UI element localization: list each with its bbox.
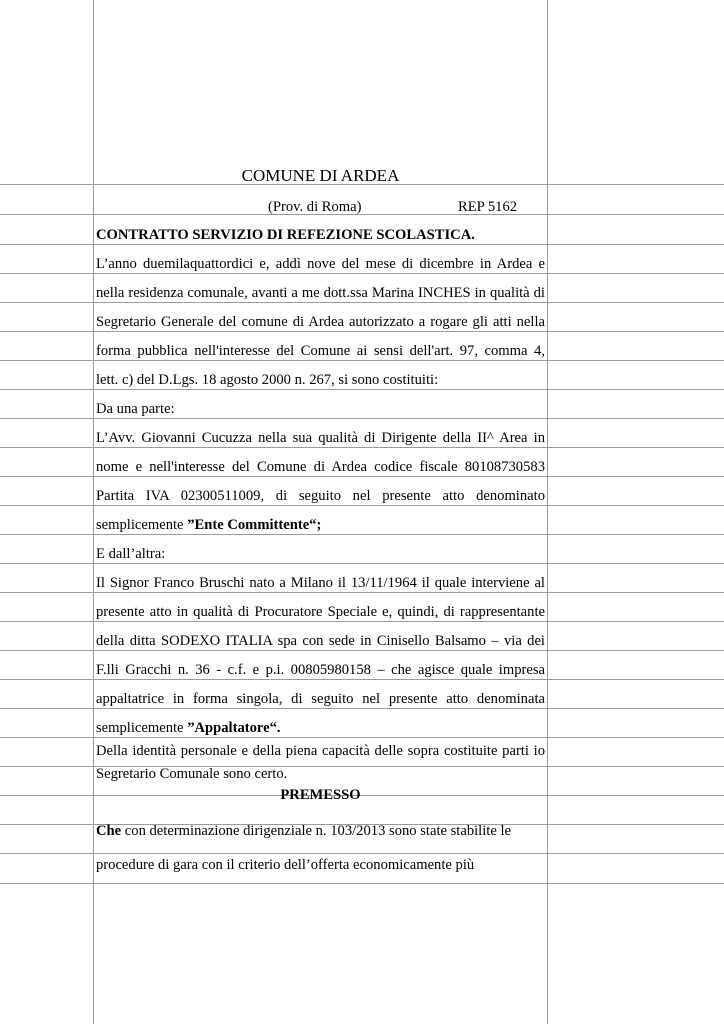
text-line: nella residenza comunale, avanti a me dott.ssa Marina INCHES in qualità di xyxy=(96,285,545,301)
ente-committente-label: ”Ente Committente“; xyxy=(187,517,322,533)
ruling-line xyxy=(0,534,724,535)
right-margin-line xyxy=(547,0,548,1024)
ruling-line xyxy=(0,505,724,506)
text-line: L’anno duemilaquattordici e, addì nove del mese di dicembre in Ardea e xyxy=(96,256,545,272)
ruling-line xyxy=(0,563,724,564)
text-line: forma pubblica nell'interesse del Comune ai sensi dell'art. 97, comma 4, xyxy=(96,343,545,359)
contract-title: CONTRATTO SERVIZIO DI REFEZIONE SCOLASTICA. xyxy=(96,227,475,243)
ruling-line xyxy=(0,214,724,215)
ruling-line xyxy=(0,708,724,709)
text-line: appaltatrice in forma singola, di seguito nel presente atto denominata xyxy=(96,691,545,707)
text-line: Della identità personale e della piena capacità delle sopra costituite parti io xyxy=(96,743,545,759)
ruling-line xyxy=(0,650,724,651)
ruling-line xyxy=(0,389,724,390)
ruling-line xyxy=(0,679,724,680)
text-line xyxy=(96,822,545,840)
appaltatore-label: ”Appaltatore“. xyxy=(187,720,281,736)
text-line xyxy=(96,719,545,737)
text-segment: Che xyxy=(96,823,122,839)
ruling-line xyxy=(0,447,724,448)
left-margin-line xyxy=(93,0,94,1024)
ruling-line xyxy=(0,244,724,245)
text-line: L’Avv. Giovanni Cucuzza nella sua qualità di Dirigente della II^ Area in xyxy=(96,430,545,446)
text-segment: con determinazione dirigenziale n. 103/2013 sono state stabilite le xyxy=(121,823,512,839)
text-segment: semplicemente xyxy=(96,720,188,736)
text-line: Segretario Generale del comune di Ardea autorizzato a rogare gli atti nella xyxy=(96,314,545,330)
text-line: nome e nell'interesse del Comune di Ardea codice fiscale 80108730583 xyxy=(96,459,545,475)
text-line: Da una parte: xyxy=(96,401,175,417)
ruling-line xyxy=(0,737,724,738)
page-title: COMUNE DI ARDEA xyxy=(241,166,400,185)
ruling-line xyxy=(0,621,724,622)
text-line: procedure di gara con il criterio dell’offerta economicamente più xyxy=(96,857,475,873)
ruling-line xyxy=(0,883,724,884)
text-line: E dall’altra: xyxy=(96,546,166,562)
text-line: Partita IVA 02300511009, di seguito nel presente atto denominato xyxy=(96,488,545,504)
ruling-line xyxy=(0,853,724,854)
text-line: Segretario Comunale sono certo. xyxy=(96,766,288,782)
ruling-line xyxy=(0,331,724,332)
rep-number: REP 5162 xyxy=(458,199,518,215)
text-line: della ditta SODEXO ITALIA spa con sede in Cinisello Balsamo – via dei xyxy=(96,633,545,649)
ruling-line xyxy=(0,273,724,274)
province-label: (Prov. di Roma) xyxy=(268,199,362,215)
ruling-line xyxy=(0,302,724,303)
text-line: Il Signor Franco Bruschi nato a Milano il 13/11/1964 il quale interviene al xyxy=(96,575,545,591)
section-heading-premesso: PREMESSO xyxy=(280,787,361,803)
text-line: F.lli Gracchi n. 36 - c.f. e p.i. 00805980158 – che agisce quale impresa xyxy=(96,662,545,678)
text-line: lett. c) del D.Lgs. 18 agosto 2000 n. 267, si sono costituiti: xyxy=(96,372,439,388)
ruling-line xyxy=(0,360,724,361)
ruling-line xyxy=(0,418,724,419)
ruling-line xyxy=(0,592,724,593)
text-line xyxy=(96,516,545,534)
ruling-line xyxy=(0,476,724,477)
text-segment: semplicemente xyxy=(96,517,188,533)
text-line: presente atto in qualità di Procuratore Speciale e, quindi, di rappresentante xyxy=(96,604,545,620)
